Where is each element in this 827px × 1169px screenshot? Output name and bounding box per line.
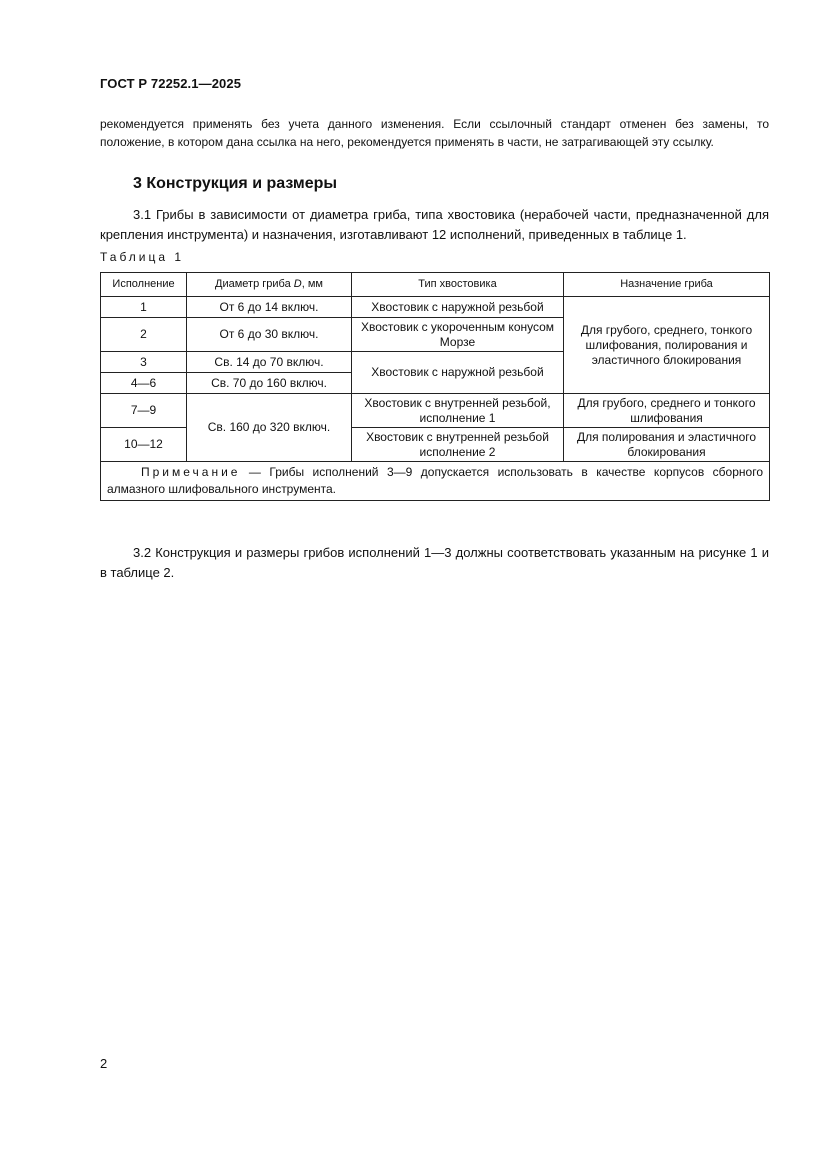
cell-diameter: Св. 70 до 160 включ. — [187, 373, 352, 394]
table-row — [101, 297, 770, 318]
cell-execution: 7—9 — [101, 394, 187, 428]
document-code: ГОСТ Р 72252.1—2025 — [100, 76, 242, 91]
cell-execution: 2 — [101, 318, 187, 352]
cell-diameter: Св. 160 до 320 включ. — [187, 394, 352, 462]
intro-paragraph: рекомендуется применять без учета данного изменения. Если ссылочный стандарт отменен без замены, то положение, в котором дана ссылка на него, рекомендуется применять в части, не затрагивающей эту ссылку. — [100, 117, 769, 149]
cell-execution: 1 — [101, 297, 187, 318]
note-lead: Примечание — [141, 465, 241, 479]
table-note-row — [101, 462, 770, 501]
executions-table — [100, 272, 770, 501]
cell-shank: Хвостовик с укороченным конусом Морзе — [352, 318, 564, 352]
paragraph-3-2: 3.2 Конструкция и размеры грибов исполнений 1—3 должны соответствовать указанным на рисунке 1 и в таблице 2. — [100, 545, 769, 580]
note-text: — Грибы исполнений 3—9 допускается использовать в качестве корпусов сборного алмазного шлифовального инструмента. — [107, 465, 763, 496]
table-caption: Таблица 1 — [100, 250, 185, 264]
section-title: 3 Конструкция и размеры — [133, 175, 338, 192]
table-header-row — [101, 273, 770, 297]
cell-shank: Хвостовик с внутренней резьбой, исполнение 1 — [352, 394, 564, 428]
cell-diameter: От 6 до 30 включ. — [187, 318, 352, 352]
page-number: 2 — [100, 1056, 108, 1071]
cell-diameter: От 6 до 14 включ. — [187, 297, 352, 318]
cell-purpose: Для грубого, среднего и тонкого шлифования — [564, 394, 770, 428]
header-diameter: Диаметр гриба D, мм — [187, 273, 352, 297]
cell-shank: Хвостовик с наружной резьбой — [352, 297, 564, 318]
cell-execution: 3 — [101, 352, 187, 373]
cell-execution: 4—6 — [101, 373, 187, 394]
cell-purpose: Для полирования и эластичного блокирования — [564, 428, 770, 462]
cell-diameter: Св. 14 до 70 включ. — [187, 352, 352, 373]
header-shank: Тип хвостовика — [352, 273, 564, 297]
header-execution: Исполнение — [101, 273, 187, 297]
table-row — [101, 394, 770, 428]
cell-shank: Хвостовик с наружной резьбой — [352, 352, 564, 394]
cell-execution: 10—12 — [101, 428, 187, 462]
cell-purpose-group: Для грубого, среднего, тонкого шлифования, полирования и эластичного блокирования — [564, 297, 770, 394]
cell-shank: Хвостовик с внутренней резьбой исполнение 2 — [352, 428, 564, 462]
table-note — [101, 462, 770, 501]
header-purpose: Назначение гриба — [564, 273, 770, 297]
paragraph-3-1: 3.1 Грибы в зависимости от диаметра гриба, типа хвостовика (нерабочей части, предназначенной для крепления инструмента) и назначения, изготавливают 12 исполнений, приведенных в таблице 1. — [100, 207, 769, 242]
